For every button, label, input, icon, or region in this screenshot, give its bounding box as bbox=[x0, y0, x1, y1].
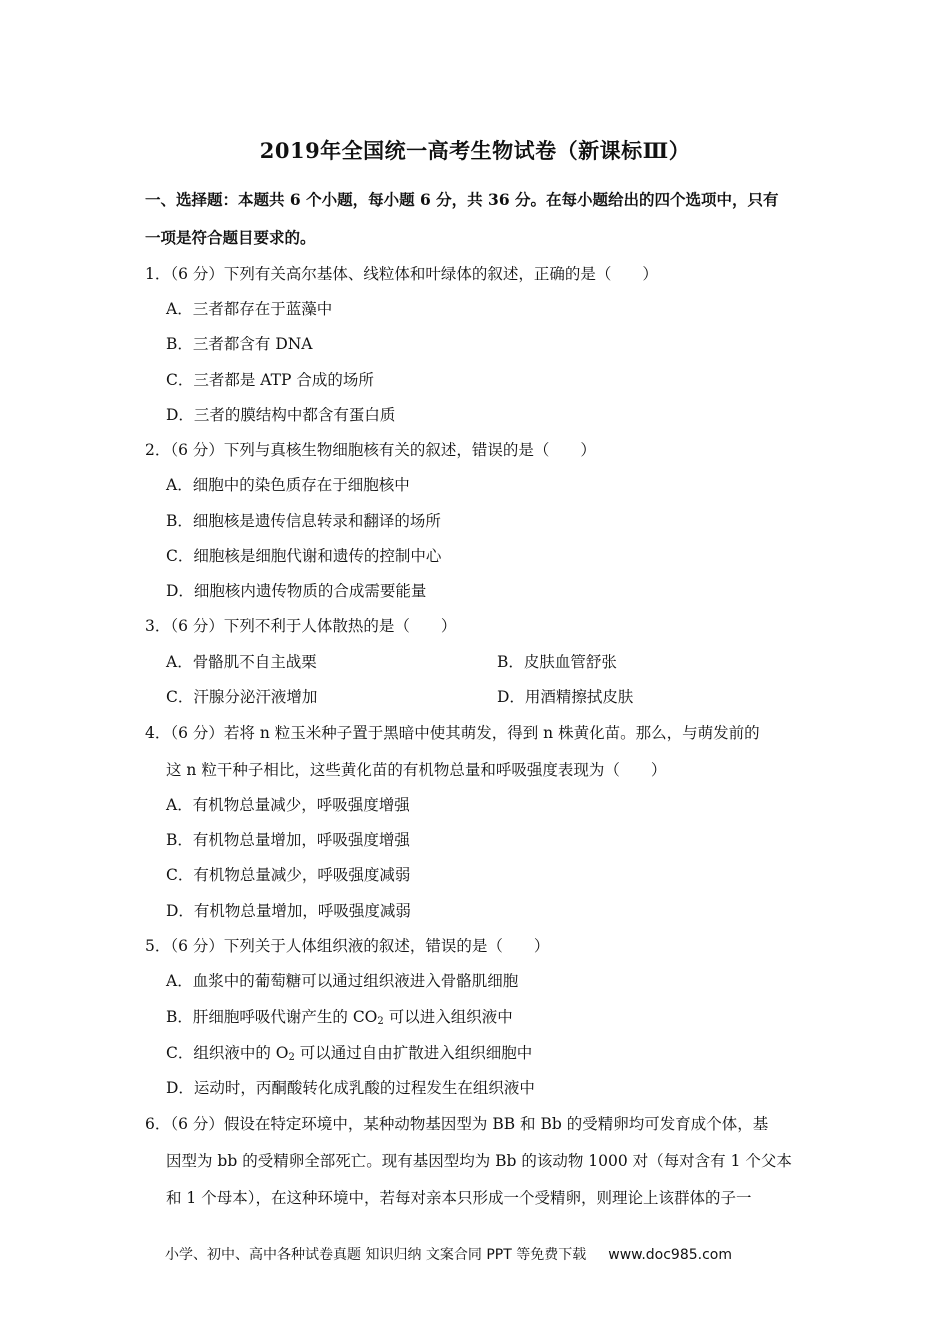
question-2-option-c: C．细胞核是细胞代谢和遗传的控制中心 bbox=[166, 547, 442, 565]
page-footer bbox=[165, 1244, 732, 1264]
question-5-option-b-text-end: 可以进入组织液中 bbox=[383, 1008, 513, 1026]
question-5-option-b bbox=[166, 1005, 513, 1027]
question-3-option-c: C．汗腺分泌汗液增加 bbox=[166, 688, 318, 706]
question-6-stem-continued-2: 和 1 个母本），在这种环境中，若每对亲本只形成一个受精卵，则理论上该群体的子一 bbox=[166, 1189, 752, 1207]
section-heading-line2: 一项是符合题目要求的。 bbox=[145, 228, 316, 247]
question-3-option-d: D．用酒精擦拭皮肤 bbox=[497, 688, 634, 706]
question-2-option-b: B．细胞核是遗传信息转录和翻译的场所 bbox=[166, 512, 441, 530]
footer-text: 小学、初中、高中各种试卷真题 知识归纳 文案合同 PPT 等免费下载 bbox=[165, 1247, 587, 1263]
question-5-option-c bbox=[166, 1041, 532, 1063]
question-5-option-a: A．血浆中的葡萄糖可以通过组织液进入骨骼肌细胞 bbox=[166, 972, 519, 990]
question-4-stem: 4．（6 分）若将 n 粒玉米种子置于黑暗中使其萌发，得到 n 株黄化苗。那么，与萌发前的 bbox=[145, 724, 760, 742]
question-3-option-a: A．骨骼肌不自主战栗 bbox=[166, 653, 317, 671]
subscript-2: 2 bbox=[288, 1052, 295, 1063]
question-1-stem: 1．（6 分）下列有关高尔基体、线粒体和叶绿体的叙述，正确的是（ ） bbox=[145, 265, 658, 283]
question-5-option-b-text: B．肝细胞呼吸代谢产生的 CO bbox=[166, 1008, 378, 1026]
question-5-option-d: D．运动时，丙酮酸转化成乳酸的过程发生在组织液中 bbox=[166, 1079, 535, 1097]
question-4-option-c: C．有机物总量减少，呼吸强度减弱 bbox=[166, 866, 411, 884]
question-1-option-a: A．三者都存在于蓝藻中 bbox=[166, 300, 333, 318]
question-1-option-b: B．三者都含有 DNA bbox=[166, 335, 313, 353]
question-1-option-d: D．三者的膜结构中都含有蛋白质 bbox=[166, 406, 396, 424]
question-3-option-b: B．皮肤血管舒张 bbox=[497, 653, 617, 671]
question-4-option-b: B．有机物总量增加，呼吸强度增强 bbox=[166, 831, 410, 849]
question-6-stem: 6．（6 分）假设在特定环境中，某种动物基因型为 BB 和 Bb 的受精卵均可发育成个体，基 bbox=[145, 1115, 769, 1133]
section-heading-line1: 一、选择题：本题共 6 个小题，每小题 6 分，共 36 分。在每小题给出的四个选项中，只有 bbox=[145, 190, 779, 209]
question-5-option-c-text: C．组织液中的 O bbox=[166, 1044, 289, 1062]
question-4-stem-continued: 这 n 粒干种子相比，这些黄化苗的有机物总量和呼吸强度表现为（ ） bbox=[166, 761, 667, 779]
question-2-option-d: D．细胞核内遗传物质的合成需要能量 bbox=[166, 582, 427, 600]
question-4-option-a: A．有机物总量减少，呼吸强度增强 bbox=[166, 796, 410, 814]
subscript-2: 2 bbox=[377, 1016, 384, 1027]
question-2-option-a: A．细胞中的染色质存在于细胞核中 bbox=[166, 476, 410, 494]
question-5-option-c-text-end: 可以通过自由扩散进入组织细胞中 bbox=[294, 1044, 533, 1062]
footer-url-link[interactable]: www.doc985.com bbox=[608, 1247, 732, 1263]
page-title: 2019年全国统一高考生物试卷（新课标Ⅲ） bbox=[259, 138, 691, 163]
question-4-option-d: D．有机物总量增加，呼吸强度减弱 bbox=[166, 902, 411, 920]
question-5-stem: 5．（6 分）下列关于人体组织液的叙述，错误的是（ ） bbox=[145, 937, 550, 955]
question-6-stem-continued-1: 因型为 bb 的受精卵全部死亡。现有基因型均为 Bb 的该动物 1000 对（每对含有 1 个父本 bbox=[166, 1152, 792, 1170]
question-2-stem: 2．（6 分）下列与真核生物细胞核有关的叙述，错误的是（ ） bbox=[145, 441, 596, 459]
question-1-option-c: C．三者都是 ATP 合成的场所 bbox=[166, 371, 374, 389]
question-3-stem: 3．（6 分）下列不利于人体散热的是（ ） bbox=[145, 617, 457, 635]
